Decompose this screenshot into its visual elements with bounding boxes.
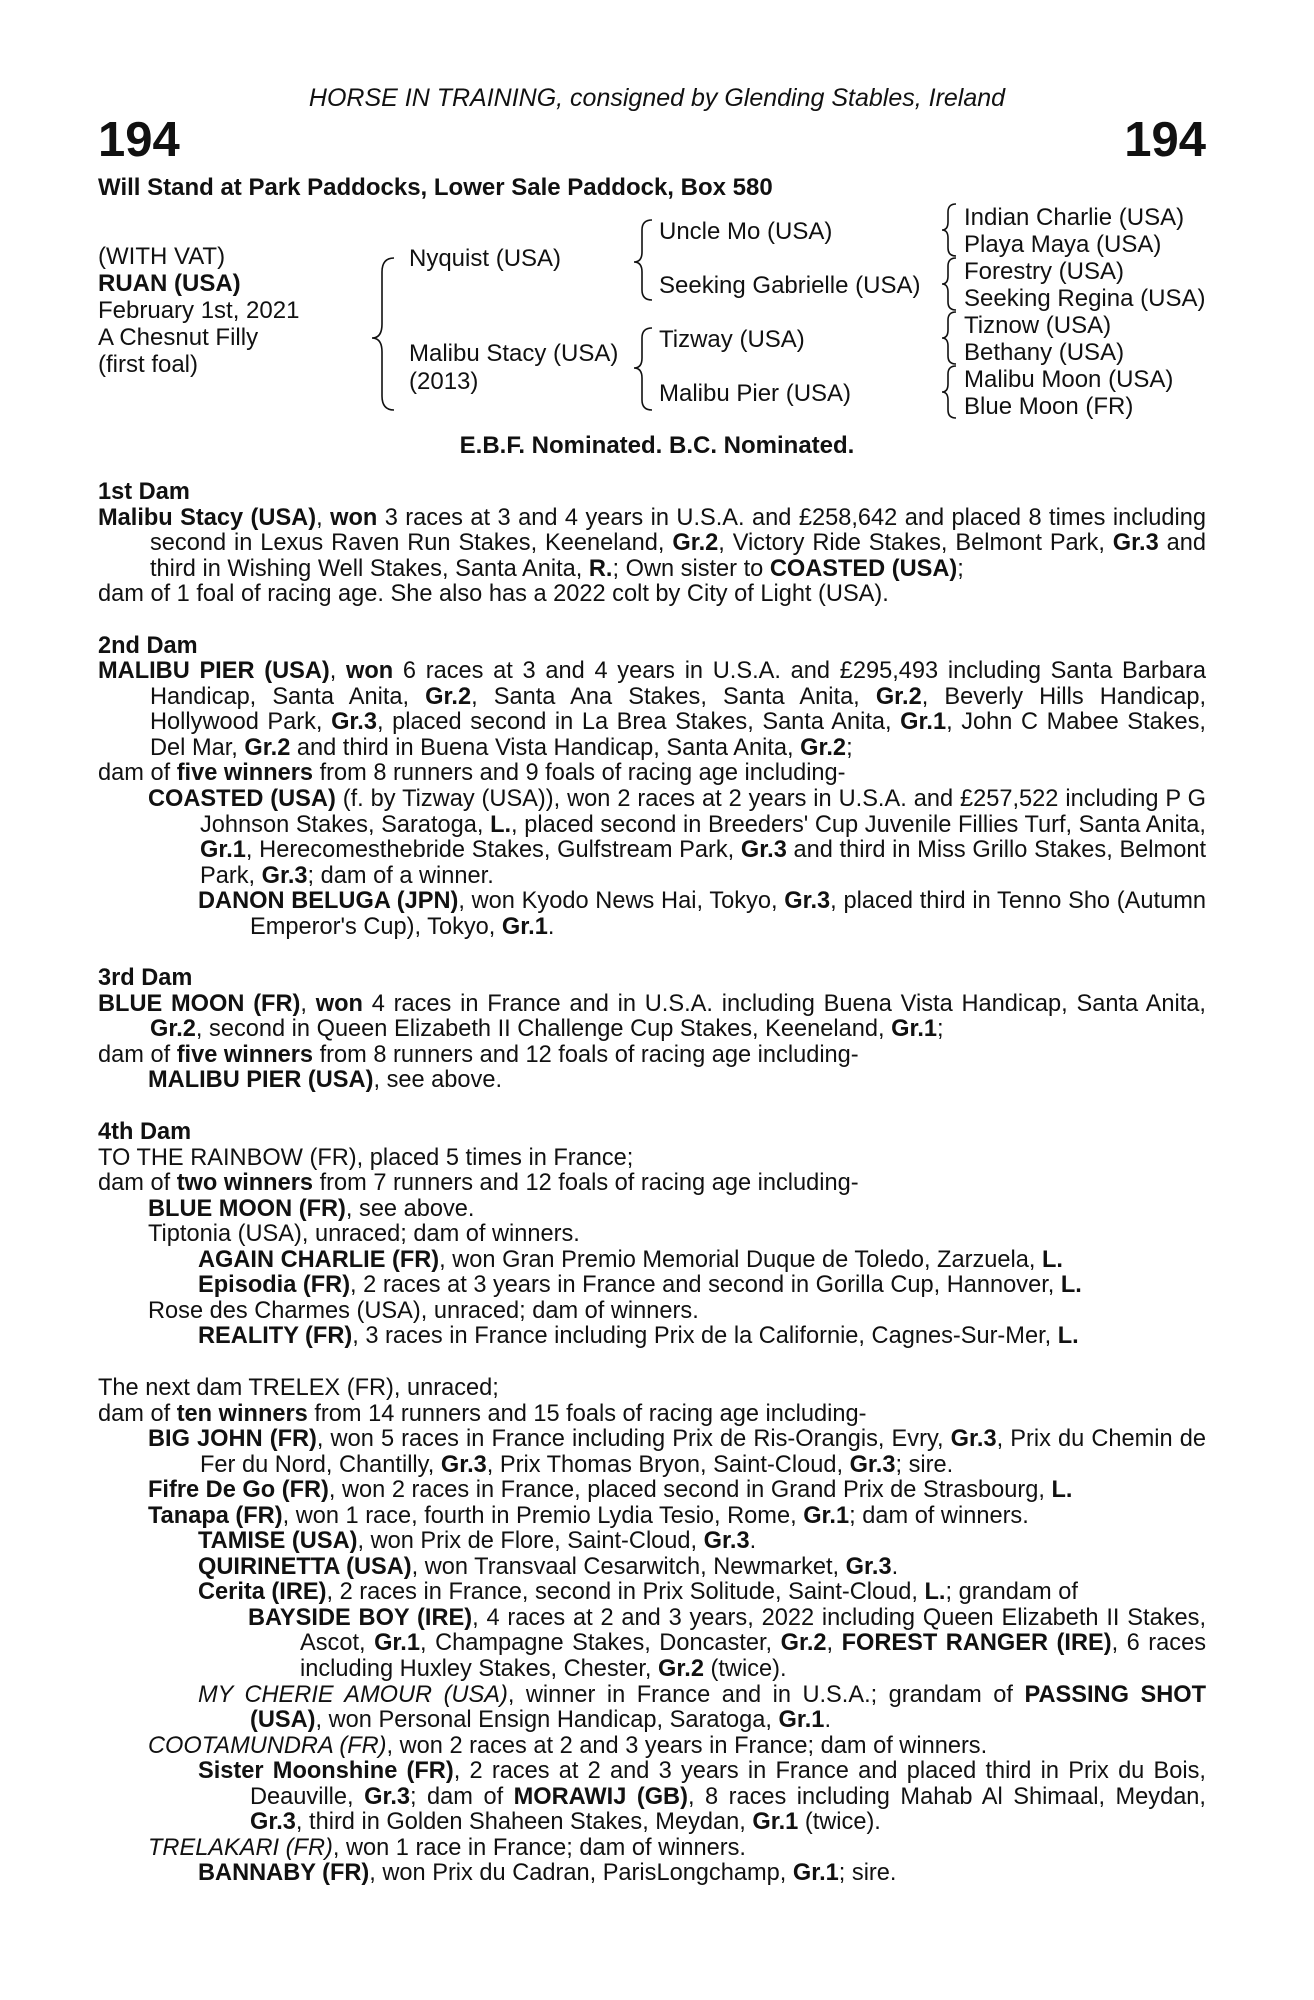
sister-name: COASTED (USA) [769,555,958,582]
pedigree-sire: Nyquist (USA) [409,245,562,272]
first-dam-record: Malibu Stacy (USA), won 3 races at 3 and 4 years in U.S.A. and £258,642 and placed 8 times including second in Lexus Raven Run Stakes, Keeneland, Gr.2, Victory Ride Stakes, Belmont Park, Gr.3 and third in Wishing Well Stakes, Santa Anita, R.; Own sister to COASTED (USA); [98,504,1206,582]
produce-entry: Tiptonia (USA), unraced; dam of winners. [148,1221,580,1248]
vat-note: (WITH VAT) [98,243,226,270]
produce-entry: BAYSIDE BOY (IRE), 4 races at 2 and 3 years, 2022 including Queen Elizabeth II Stakes, Ascot, Gr.1, Champagne Stakes, Doncaster, Gr.2, FOREST RANGER (IRE), 6 races including Huxley Stakes, Chester, Gr.2 (twice). [248,1604,1206,1682]
produce-entry: Fifre De Go (FR), won 2 races in France, placed second in Grand Prix de Strasbourg, L. [148,1477,1073,1504]
third-dam-produce: dam of five winners from 8 runners and 12 foals of racing age including- [98,1041,859,1068]
third-dam-record: BLUE MOON (FR), won 4 races in France and in U.S.A. including Buena Vista Handicap, Santa Anita, Gr.2, second in Queen Elizabeth II Challenge Cup Stakes, Keeneland, Gr.1; [98,990,1206,1043]
catalogue-body [98,480,1206,1887]
next-dam-record: The next dam TRELEX (FR), unraced; [98,1374,499,1401]
horse-name: RUAN (USA) [98,270,241,297]
pedigree-dam-dam: Malibu Pier (USA) [659,380,852,407]
produce-entry: MY CHERIE AMOUR (USA), winner in France and in U.S.A.; grandam of PASSING SHOT (USA), won Personal Ensign Handicap, Saratoga, Gr.1. [198,1681,1206,1734]
produce-entry: Episodia (FR), 2 races at 3 years in France and second in Gorilla Cup, Hannover, L. [198,1272,1082,1299]
pedigree-g8: Blue Moon (FR) [964,393,1134,420]
pedigree-sire-sire: Uncle Mo (USA) [659,218,833,245]
pedigree-g7: Malibu Moon (USA) [964,366,1174,393]
pedigree-g1: Indian Charlie (USA) [964,204,1185,231]
won-word: won [330,504,378,531]
third-dam-heading: 3rd Dam [98,965,193,992]
pedigree-g4: Seeking Regina (USA) [964,285,1206,312]
horse-description: A Chesnut Filly [98,324,259,351]
first-dam-name: Malibu Stacy (USA) [98,504,317,531]
pedigree-g2: Playa Maya (USA) [964,231,1162,258]
lot-number-right: 194 [1124,113,1206,167]
produce-entry: DANON BELUGA (JPN), won Kyodo News Hai, Tokyo, Gr.3, placed third in Tenno Sho (Autumn Emperor's Cup), Tokyo, Gr.1. [198,888,1206,940]
produce-entry: BLUE MOON (FR), see above. [148,1195,475,1222]
pedigree-dam-year: (2013) [409,368,479,395]
lot-number-left: 194 [98,113,180,167]
first-dam-heading: 1st Dam [98,479,190,505]
produce-entry: TRELAKARI (FR), won 1 race in France; dam of winners. [148,1834,746,1861]
pedigree-g6: Bethany (USA) [964,339,1125,366]
produce-entry: TAMISE (USA), won Prix de Flore, Saint-Cloud, Gr.3. [198,1528,757,1555]
pedigree-dam: Malibu Stacy (USA) [409,340,619,367]
pedigree-g3: Forestry (USA) [964,258,1125,285]
fourth-dam-produce: dam of two winners from 7 runners and 12 foals of racing age including- [98,1170,859,1197]
pedigree-g5: Tiznow (USA) [964,312,1112,339]
produce-entry: COOTAMUNDRA (FR), won 2 races at 2 and 3 years in France; dam of winners. [148,1732,988,1759]
fourth-dam-record: TO THE RAINBOW (FR), placed 5 times in France; [98,1144,634,1171]
produce-entry: COASTED (USA) (f. by Tizway (USA)), won 2 races at 2 years in U.S.A. and £257,522 including P G Johnson Stakes, Saratoga, L., placed second in Breeders' Cup Juvenile Fillies Turf, Santa Anita, Gr.1, Herecomesthebride Stakes, Gulfstream Park, Gr.3 and third in Miss Grillo Stakes, Belmont Park, Gr.3; dam of a winner. [148,786,1207,889]
produce-entry: QUIRINETTA (USA), won Transvaal Cesarwitch, Newmarket, Gr.3. [198,1553,899,1580]
fourth-dam-heading: 4th Dam [98,1119,192,1146]
produce-entry: Sister Moonshine (FR), 2 races at 2 and 3 years in France and placed third in Prix du Bois, Deauville, Gr.3; dam of MORAWIJ (GB), 8 races including Mahab Al Shimaal, Meydan, Gr.3, third in Golden Shaheen Stakes, Meydan, Gr.1 (twice). [198,1758,1206,1836]
produce-entry: MALIBU PIER (USA), see above. [148,1067,502,1094]
second-dam-record: MALIBU PIER (USA), won 6 races at 3 and 4 years in U.S.A. and £295,493 including Santa Barbara Handicap, Santa Anita, Gr.2, Santa Ana Stakes, Santa Anita, Gr.2, Beverly Hills Handicap, Hollywood Park, Gr.3, placed second in La Brea Stakes, Santa Anita, Gr.1, John C Mabee Stakes, Del Mar, Gr.2 and third in Buena Vista Handicap, Santa Anita, Gr.2; [98,658,1207,761]
third-dam-name: BLUE MOON (FR) [98,990,301,1017]
stand-location: Will Stand at Park Paddocks, Lower Sale Paddock, Box 580 [98,174,773,201]
next-dam-produce: dam of ten winners from 14 runners and 15 foals of racing age including- [98,1400,867,1427]
second-dam-name: MALIBU PIER (USA) [98,658,330,685]
produce-entry: Tanapa (FR), won 1 race, fourth in Premio Lydia Tesio, Rome, Gr.1; dam of winners. [148,1502,1029,1529]
produce-entry: REALITY (FR), 3 races in France including Prix de la Californie, Cagnes-Sur-Mer, L. [198,1323,1079,1350]
pedigree-dam-sire: Tizway (USA) [659,326,805,353]
horse-note: (first foal) [98,351,199,378]
produce-entry: BIG JOHN (FR), won 5 races in France including Prix de Ris-Orangis, Evry, Gr.3, Prix du Chemin de Fer du Nord, Chantilly, Gr.3, Prix Thomas Bryon, Saint-Cloud, Gr.3; sire. [148,1426,1206,1478]
pedigree-sire-dam: Seeking Gabrielle (USA) [659,272,921,299]
first-dam-produce: dam of 1 foal of racing age. She also has a 2022 colt by City of Light (USA). [98,581,889,608]
produce-entry: BANNABY (FR), won Prix du Cadran, ParisLongchamp, Gr.1; sire. [198,1860,897,1887]
produce-entry: Rose des Charmes (USA), unraced; dam of winners. [148,1297,699,1324]
nominations: E.B.F. Nominated. B.C. Nominated. [459,432,855,459]
produce-entry: Cerita (IRE), 2 races in France, second in Prix Solitude, Saint-Cloud, L.; grandam of [198,1579,1078,1606]
horse-foaled: February 1st, 2021 [98,297,300,324]
second-dam-heading: 2nd Dam [98,632,198,659]
consignment-line: HORSE IN TRAINING, consigned by Glending Stables, Ireland [308,84,1006,112]
produce-entry: AGAIN CHARLIE (FR), won Gran Premio Memorial Duque de Toledo, Zarzuela, L. [198,1246,1063,1273]
second-dam-produce: dam of five winners from 8 runners and 9 foals of racing age including- [98,760,846,787]
